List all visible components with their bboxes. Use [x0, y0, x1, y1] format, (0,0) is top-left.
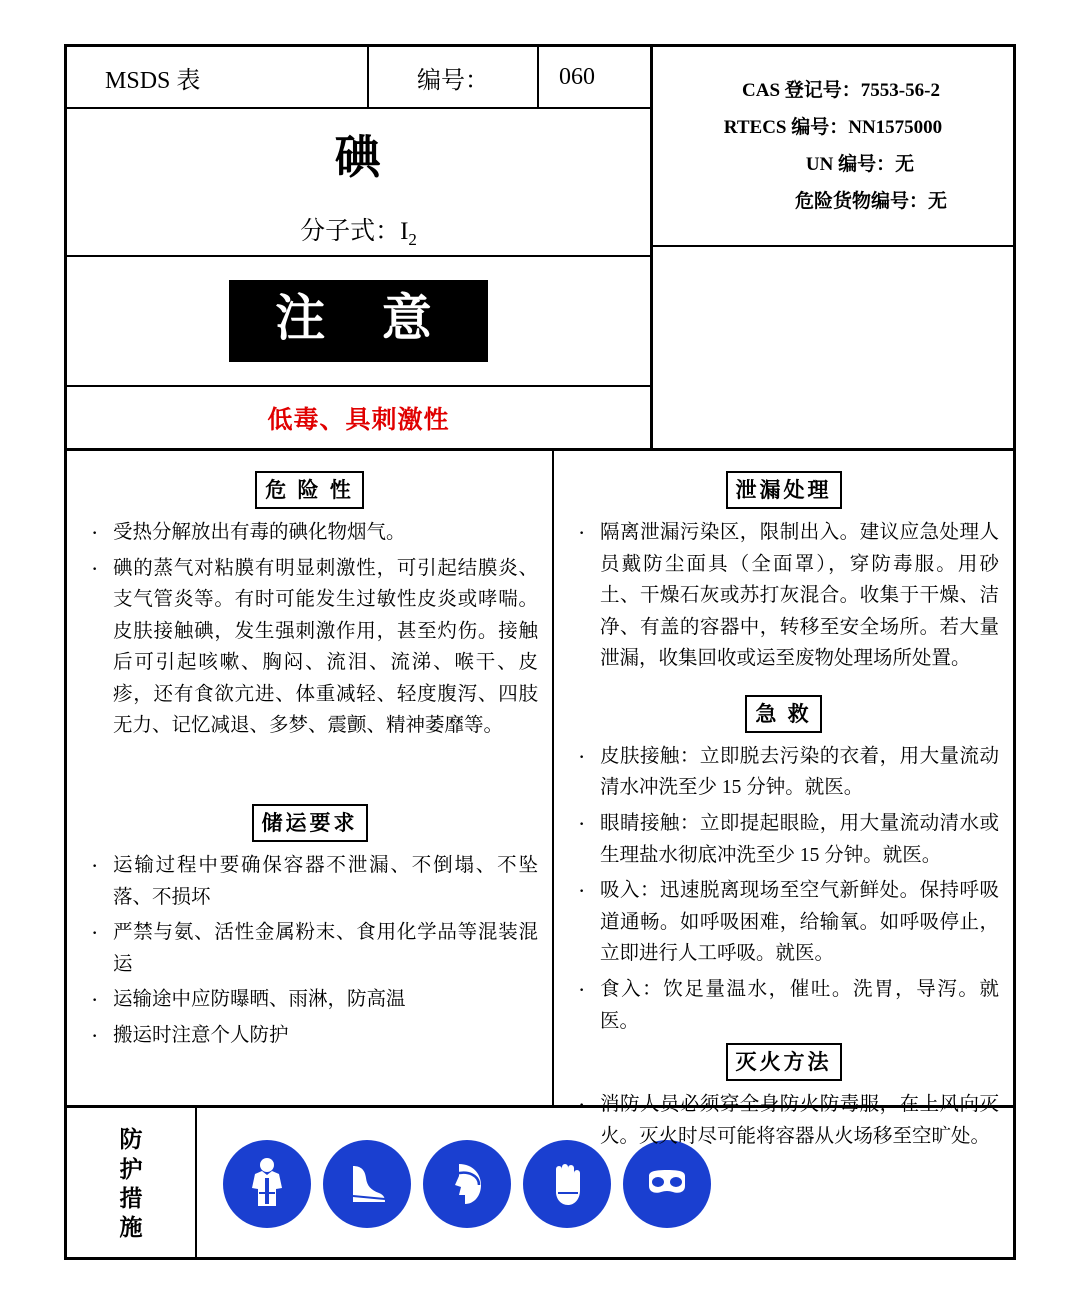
- right-column-spacer-1: [568, 679, 999, 689]
- number-label: 编号：: [369, 47, 539, 107]
- cas-number: CAS 登记号：7553-56-2: [742, 79, 940, 101]
- msds-sheet: [64, 44, 1016, 1260]
- header-left: [67, 47, 653, 448]
- list-item: · 搬运时注意个人防护: [81, 1020, 538, 1052]
- list-item: · 消防人员必须穿全身防火防毒服，在上风向灭火。灭火时尽可能将容器从火场移至空旷处。: [568, 1089, 999, 1152]
- molecular-formula: [300, 211, 417, 250]
- firstaid-section-title: 急 救: [568, 695, 999, 733]
- face-shield-icon: [423, 1140, 511, 1228]
- safety-goggles-icon: [623, 1140, 711, 1228]
- form-label: MSDS 表: [67, 47, 369, 107]
- hazard-note: 低毒、具刺激性: [267, 406, 450, 434]
- safety-boots-icon: [323, 1140, 411, 1228]
- body-right-column: [554, 451, 1013, 1147]
- sheet-body: [67, 451, 1013, 1147]
- list-item: · 严禁与氨、活性金属粉末、食用化学品等混装混运: [81, 917, 538, 980]
- list-item: · 皮肤接触：立即脱去污染的衣着，用大量流动清水冲洗至少 15 分钟。就医。: [568, 741, 999, 804]
- formula-label: 分子式：: [300, 217, 401, 245]
- list-item: · 碘的蒸气对粘膜有明显刺激性，可引起结膜炎、支气管炎等。有时可能发生过敏性皮炎或哮喘。皮肤接触碘，发生强刺激作用，甚至灼伤。接触后可引起咳嗽、胸闷、流泪、流涕、喉干、皮疹，还有食欲亢进、体重减轻、轻度腹泻、四肢无力、记忆减退、多梦、震颤、精神萎靡等。: [81, 553, 538, 742]
- header-right: [653, 47, 1013, 448]
- leak-section-title: 泄漏处理: [568, 471, 999, 509]
- list-item: · 食入：饮足量温水，催吐。洗胃，导泻。就医。: [568, 974, 999, 1037]
- warning-block: [67, 257, 650, 387]
- storage-list: [81, 850, 538, 1051]
- formula-main: I: [400, 217, 409, 245]
- dangerous-goods-number: 危险货物编号：无: [794, 191, 947, 213]
- un-number: UN 编号：无: [805, 154, 915, 175]
- protective-clothing-icon: [223, 1140, 311, 1228]
- list-item: · 运输过程中要确保容器不泄漏、不倒塌、不坠落、不损坏: [81, 850, 538, 913]
- firstaid-list: [568, 741, 999, 1037]
- number-value: 060: [559, 63, 595, 90]
- list-item: · 受热分解放出有毒的碘化物烟气。: [81, 517, 538, 549]
- list-item: · 运输途中应防曝晒、雨淋，防高温: [81, 984, 538, 1016]
- ppe-label-c2: 护: [119, 1156, 143, 1182]
- list-item: · 眼睛接触：立即提起眼睑，用大量流动清水或生理盐水彻底冲洗至少 15 分钟。就医。: [568, 808, 999, 871]
- fire-list: [568, 1089, 999, 1152]
- warning-word: 注 意: [229, 280, 488, 362]
- sheet-header: [67, 47, 1013, 451]
- chemical-name: 碘: [334, 131, 383, 183]
- leak-list: [568, 517, 999, 675]
- protective-gloves-icon: [523, 1140, 611, 1228]
- hazard-list: [81, 517, 538, 742]
- ppe-label: [67, 1108, 197, 1260]
- body-left-column: [67, 451, 554, 1105]
- fire-section-title: 灭火方法: [568, 1043, 999, 1081]
- ppe-label-c1: 防: [119, 1127, 143, 1153]
- left-column-spacer: [81, 746, 538, 798]
- registry-block: [653, 47, 1013, 247]
- identification-row: [67, 47, 650, 109]
- list-item: · 隔离泄漏污染区，限制出入。建议应急处理人员戴防尘面具（全面罩），穿防毒服。用砂土、干燥石灰或苏打灰混合。收集于干燥、洁净、有盖的容器中，转移至安全场所。若大量泄漏，收集回收或运至废物处理场所处置。: [568, 517, 999, 675]
- ppe-label-c4: 施: [119, 1215, 143, 1241]
- storage-section-title: 储运要求: [81, 804, 538, 842]
- formula-subscript: 2: [408, 229, 417, 249]
- list-item: · 吸入：迅速脱离现场至空气新鲜处。保持呼吸道通畅。如呼吸困难，给输氧。如呼吸停止，立即进行人工呼吸。就医。: [568, 875, 999, 970]
- hazard-section-title: 危 险 性: [81, 471, 538, 509]
- chemical-name-block: [67, 109, 650, 257]
- ppe-label-c3: 措: [119, 1186, 143, 1211]
- rtecs-number: RTECS 编号：NN1575000: [723, 116, 943, 138]
- header-right-blank: [653, 247, 1013, 448]
